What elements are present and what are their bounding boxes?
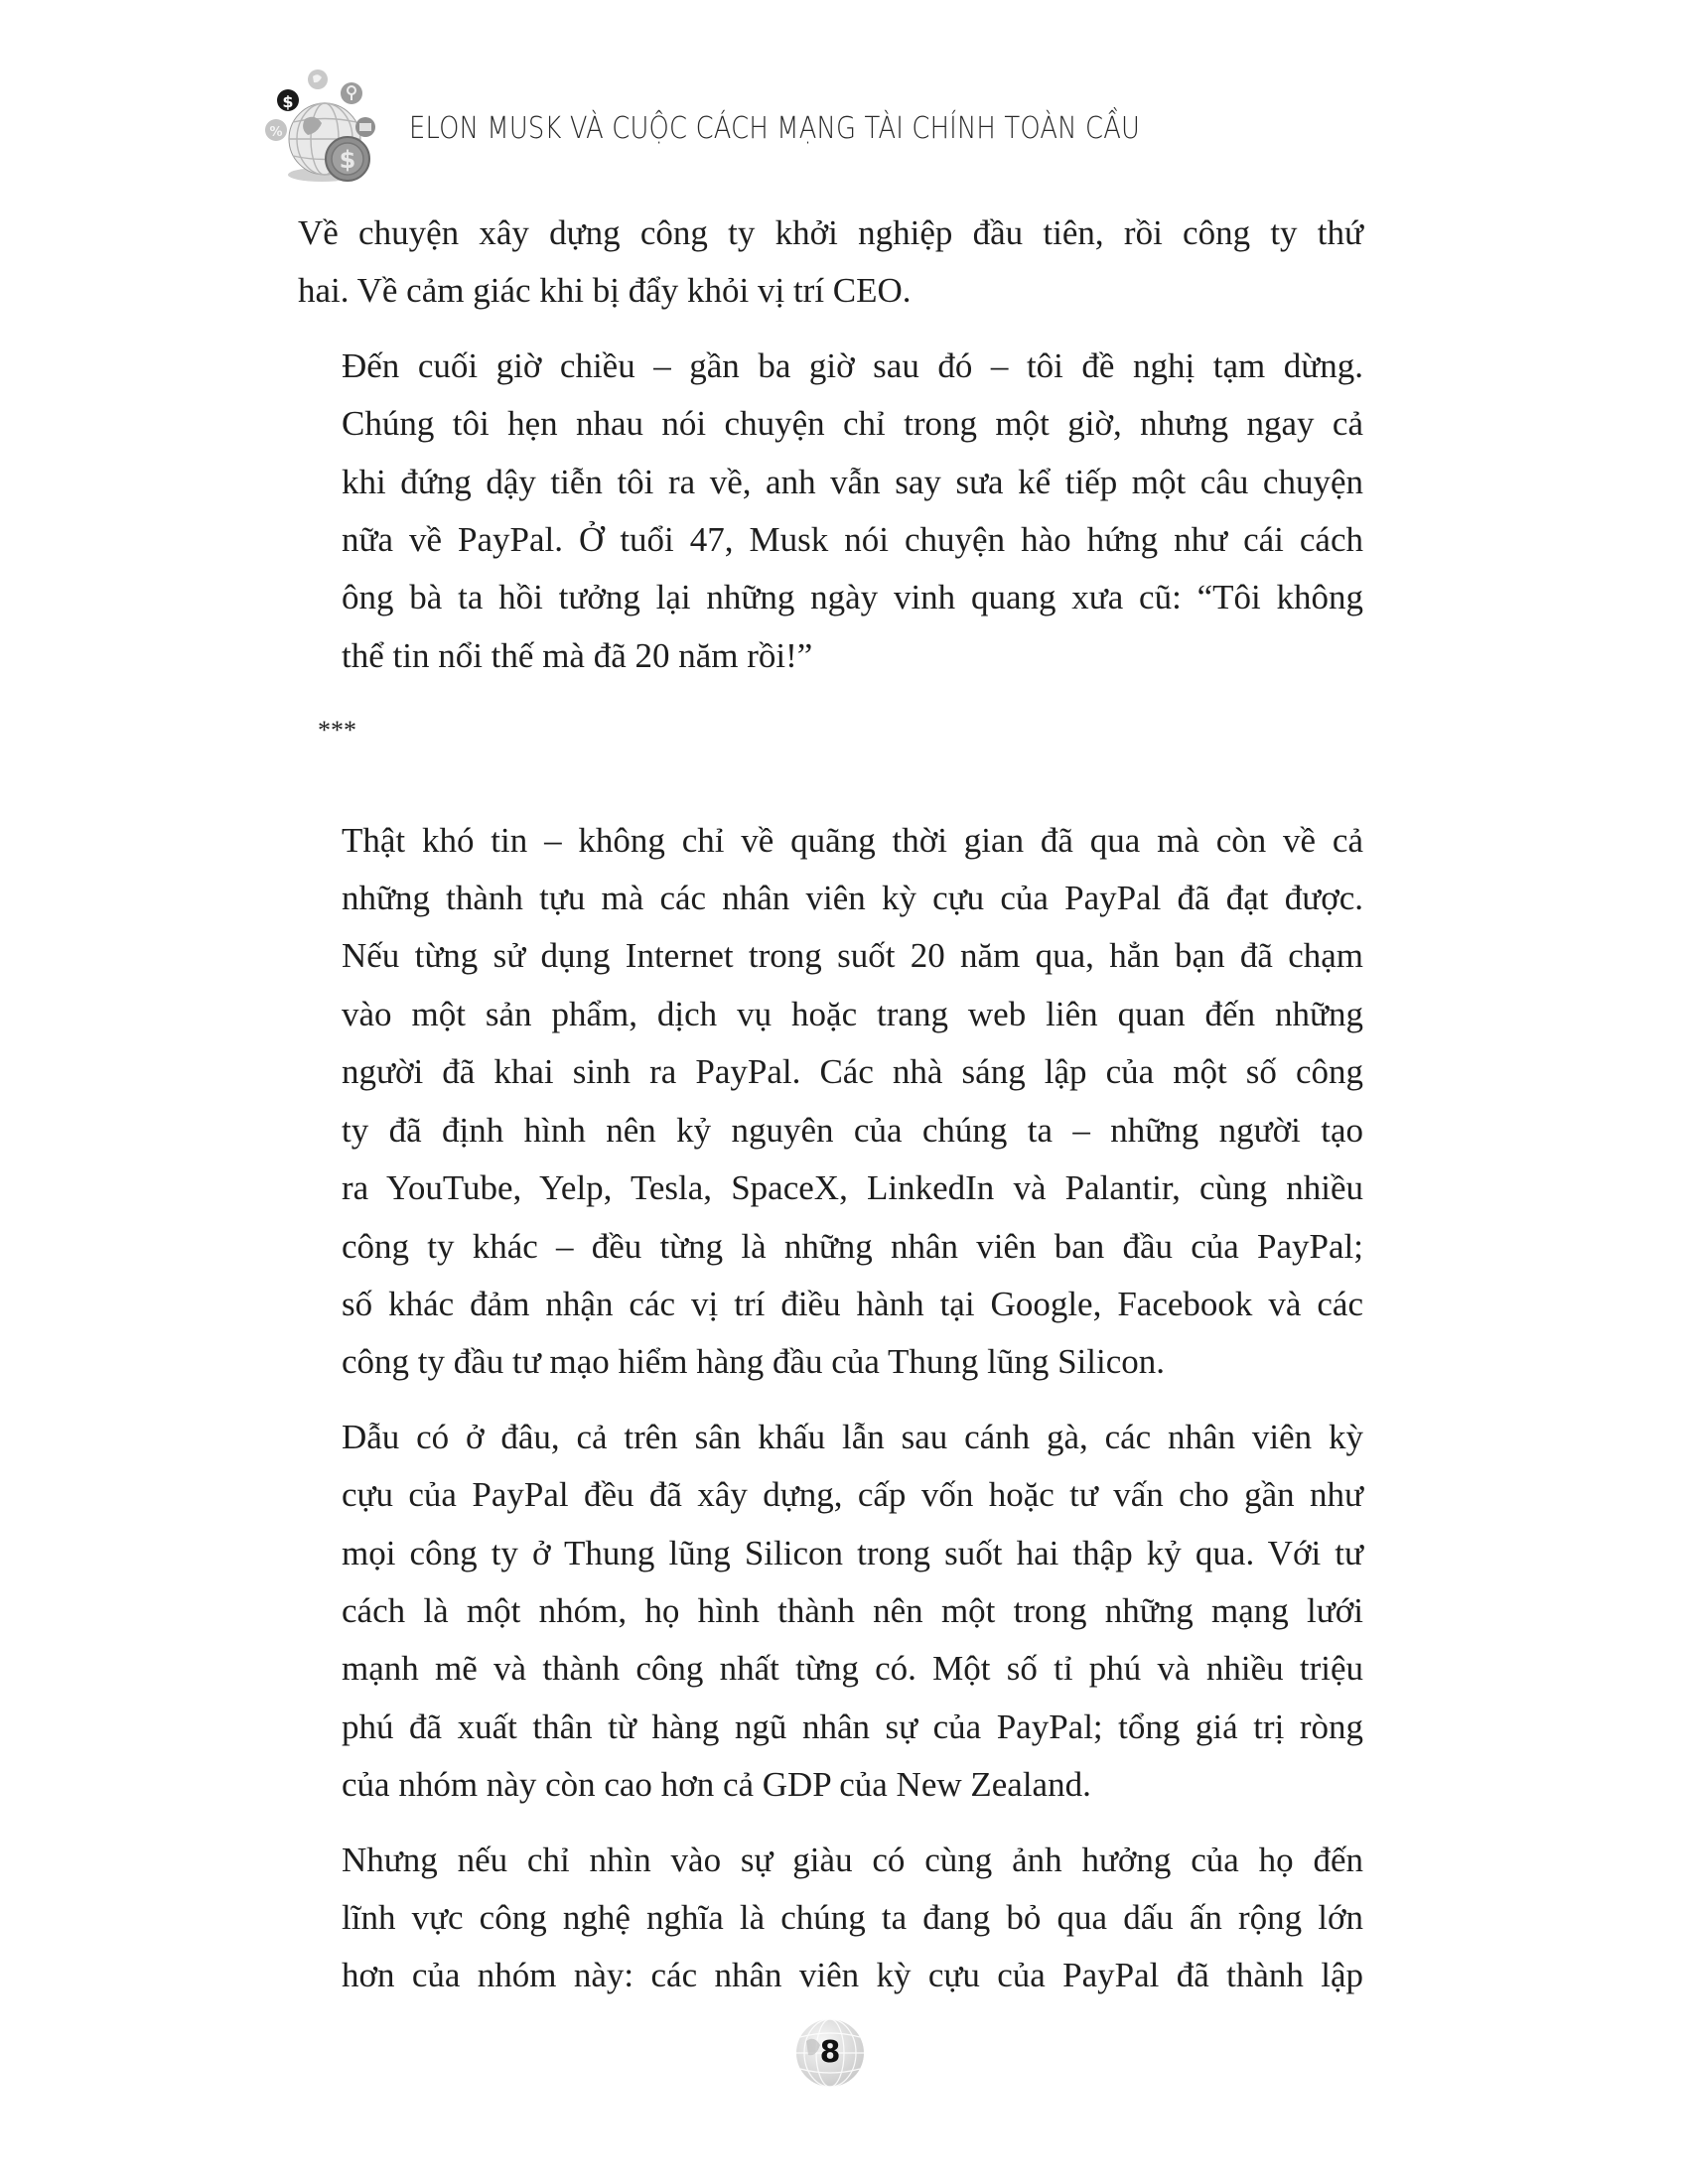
text-line: thể tin nổi thế mà đã 20 năm rồi!” bbox=[342, 635, 813, 675]
paragraph-1 bbox=[298, 205, 1363, 321]
text-line: những thành tựu mà các nhân viên kỳ cựu của PayPal đã đạt được. bbox=[342, 879, 1363, 918]
text-line: số khác đảm nhận các vị trí điều hành tại Google, Facebook và các bbox=[342, 1284, 1363, 1323]
text-line: Thật khó tin – không chỉ về quãng thời gian đã qua mà còn về cả bbox=[342, 820, 1363, 860]
text-line: khi đứng dậy tiễn tôi ra về, anh vẫn say sưa kể tiếp một câu chuyện bbox=[342, 462, 1363, 501]
text-line: công ty khác – đều từng là những nhân viên ban đầu của PayPal; bbox=[342, 1226, 1363, 1266]
paragraph-3 bbox=[298, 812, 1363, 1392]
running-title: ELON MUSK VÀ CUỘC CÁCH MẠNG TÀI CHÍNH TOÀN CẦU bbox=[409, 111, 1141, 146]
page-header bbox=[260, 68, 1452, 187]
page-number-badge bbox=[794, 2017, 866, 2089]
svg-text:%: % bbox=[269, 125, 283, 140]
text-line: người đã khai sinh ra PayPal. Các nhà sáng lập của một số công bbox=[342, 1052, 1363, 1092]
text-line: ra YouTube, Yelp, Tesla, SpaceX, LinkedIn và Palantir, cùng nhiều bbox=[342, 1168, 1363, 1208]
text-line: cách là một nhóm, họ hình thành nên một trong những mạng lưới bbox=[342, 1590, 1363, 1630]
text-line: cựu của PayPal đều đã xây dựng, cấp vốn hoặc tư vấn cho gần như bbox=[342, 1475, 1363, 1515]
text-line: Dẫu có ở đâu, cả trên sân khấu lẫn sau cánh gà, các nhân viên kỳ bbox=[342, 1417, 1363, 1456]
paragraph-5 bbox=[298, 1832, 1363, 2005]
section-separator: *** bbox=[318, 716, 356, 746]
svg-text:$: $ bbox=[339, 146, 356, 174]
paragraph-2 bbox=[298, 338, 1363, 685]
svg-text:$: $ bbox=[282, 92, 294, 111]
text-line: hai. Về cảm giác khi bị đẩy khỏi vị trí CEO. bbox=[298, 271, 912, 311]
text-line: vào một sản phẩm, dịch vụ hoặc trang web liên quan đến những bbox=[342, 994, 1363, 1033]
paragraph-4 bbox=[298, 1409, 1363, 1815]
text-line: của nhóm này còn cao hơn cả GDP của New Zealand. bbox=[342, 1765, 1091, 1805]
body-text bbox=[298, 205, 1363, 2022]
text-line: Chúng tôi hẹn nhau nói chuyện chỉ trong một giờ, nhưng ngay cả bbox=[342, 404, 1363, 444]
text-line: Đến cuối giờ chiều – gần ba giờ sau đó – tôi đề nghị tạm dừng. bbox=[342, 345, 1363, 385]
page-number: 8 bbox=[819, 2035, 841, 2070]
text-line: phú đã xuất thân từ hàng ngũ nhân sự của PayPal; tổng giá trị ròng bbox=[342, 1706, 1363, 1746]
text-line: mọi công ty ở Thung lũng Silicon trong suốt hai thập kỷ qua. Với tư bbox=[342, 1533, 1363, 1572]
text-line: lĩnh vực công nghệ nghĩa là chúng ta đang bỏ qua dấu ấn rộng lớn bbox=[342, 1897, 1363, 1937]
text-line: ty đã định hình nên kỷ nguyên của chúng ta – những người tạo bbox=[342, 1110, 1363, 1150]
text-line: Về chuyện xây dựng công ty khởi nghiệp đầu tiên, rồi công ty thứ bbox=[298, 213, 1363, 252]
globe-finance-icon bbox=[260, 68, 389, 187]
text-line: hơn của nhóm này: các nhân viên kỳ cựu của PayPal đã thành lập bbox=[342, 1956, 1363, 1995]
text-line: ông bà ta hồi tưởng lại những ngày vinh quang xưa cũ: “Tôi không bbox=[342, 578, 1363, 617]
text-line: Nếu từng sử dụng Internet trong suốt 20 năm qua, hẳn bạn đã chạm bbox=[342, 936, 1363, 976]
text-line: công ty đầu tư mạo hiểm hàng đầu của Thung lũng Silicon. bbox=[342, 1342, 1166, 1382]
text-line: Nhưng nếu chỉ nhìn vào sự giàu có cùng ảnh hưởng của họ đến bbox=[342, 1840, 1363, 1879]
text-line: mạnh mẽ và thành công nhất từng có. Một số tỉ phú và nhiều triệu bbox=[342, 1649, 1363, 1689]
text-line: nữa về PayPal. Ở tuổi 47, Musk nói chuyện hào hứng như cái cách bbox=[342, 520, 1363, 560]
